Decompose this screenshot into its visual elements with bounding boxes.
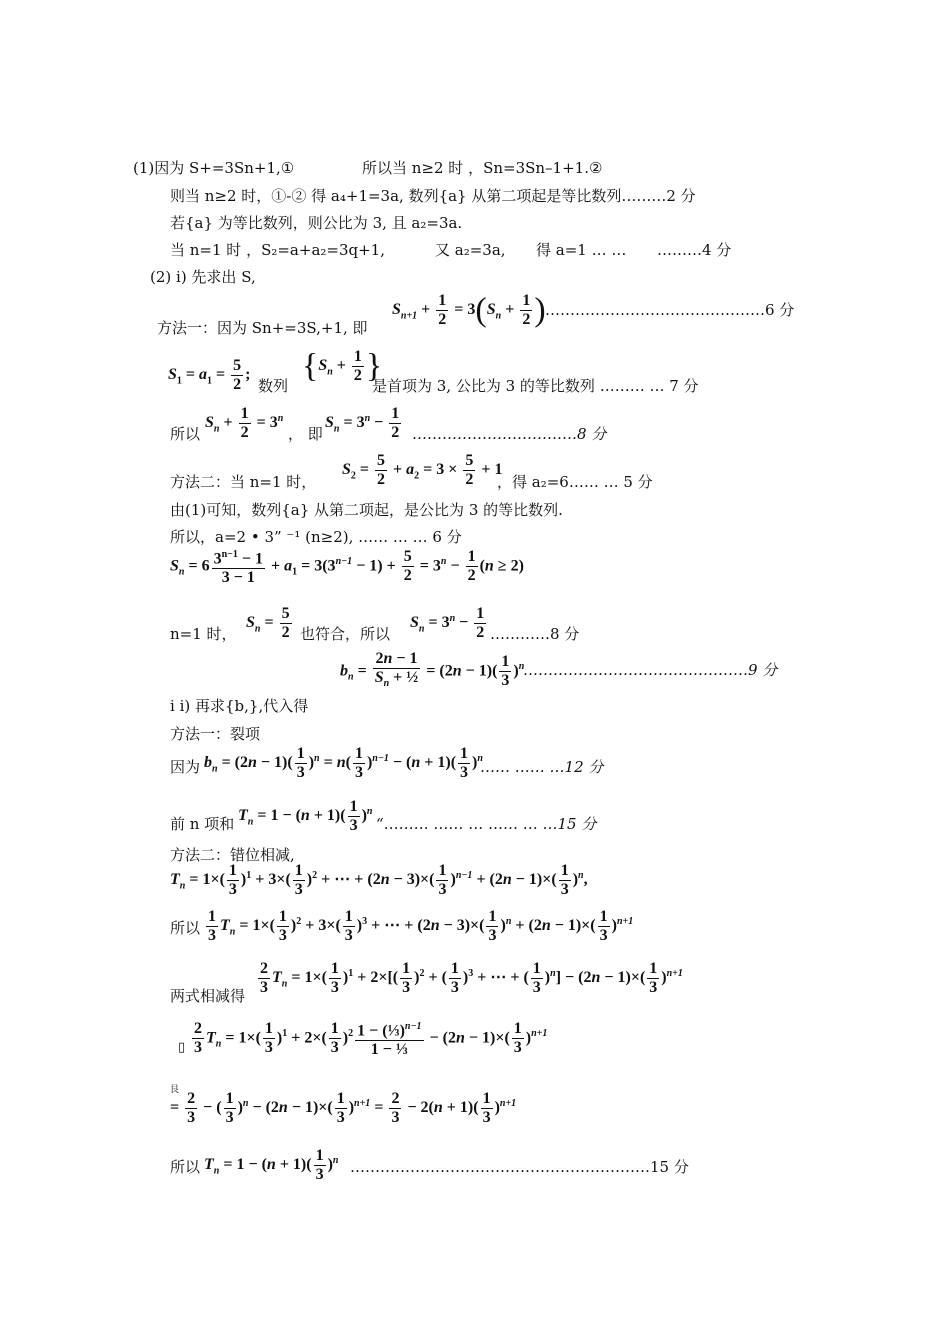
tiny-mark: 艮	[170, 1085, 180, 1095]
method2-text: 方法二：当 n=1 时，	[170, 473, 317, 491]
seq-label: 数列	[258, 377, 289, 395]
from-part1: 由(1)可知，数列{a} 从第二项起，是公比为 3 的等比数列.	[170, 501, 563, 519]
p1-line3: 若{a} 为等比数列，则公比为 3, 且 a₂=3a.	[170, 214, 463, 232]
formula-bn-split: $b_n = (2n - 1)$( $\frac{1}{3}$ )$^n$ = n( $\frac{1}{3}$ )$^{n-1}$ − (n + 1)( $\frac{1}{3}$ )$^n$	[204, 745, 483, 781]
p1-line2: 则当 n≥2 时，①-② 得 a₄+1=3a, 数列{a} 从第二项起是等比数列………2 分	[170, 187, 696, 205]
method2-tail: ，得 a₂=6…… … 5 分	[497, 473, 653, 491]
last-label: 所以	[170, 1158, 201, 1176]
score-9: ………………………………………9 分	[523, 661, 778, 679]
formula-seq-braces: {$S_n$ + $\frac{1}{2}$ }	[302, 347, 383, 385]
formula-difference: $\frac{2}{3}$ $T_n = 1\times$( $\frac{1}{3}$ )$^1$ + 2×[( $\frac{1}{3}$ )$^2$ + ( $\frac{1}{3}$ )$^3$ + ⋯ + ( $\frac{1}{3}$ )$^n$] − (2n − 1)×( $\frac{1}{3}$ )$^{n+1}$	[260, 960, 683, 996]
method-shift: 方法二：错位相减,	[170, 846, 295, 864]
formula-s1: $S_1 = a_1$ = $\frac{5}{2}$ ;	[168, 357, 251, 393]
suoyi2-label: 所以	[170, 919, 201, 937]
formula-sn: $S_n = 3^n$ − $\frac{1}{2}$	[325, 405, 400, 441]
formula-s2: $S_2$ = $\frac{5}{2}$ + $a_2 = 3$ × $\frac{5}{2}$ + 1	[342, 452, 503, 488]
formula-sn-5half: $S_n$ = $\frac{5}{2}$	[246, 605, 290, 641]
p2-heading: (2) i) 先求出 S,	[150, 268, 256, 286]
formula-recurrence: $S_{n+1}$ + $\frac{1}{2}$ = $3(S_n$ + $\frac{1}{2}$ )	[392, 291, 546, 329]
formula-tn-expand: $T_n = 1\times$( $\frac{1}{3}$ )$^1$ + 3×( $\frac{1}{3}$ )$^2$ + ⋯ + (2n − 3)×( $\frac{1}{3}$ )$^{n-1}$ + (2n − 1)×( $\frac{1}{3}$ )$^n$,	[170, 862, 588, 898]
method-split: 方法一：裂项	[170, 725, 261, 743]
formula-geom-sum: $\frac{2}{3}$ $T_n = 1\times$( $\frac{1}{3}$ )$^1$ + 2×( $\frac{1}{3}$ )$^2$ $\frac{1 - (\frac{1}{3})^{n-1}}{\text{1 − ⅓}}$ − (2n − 1)×( $\frac{1}{3}$ )$^{n+1}$	[190, 1018, 547, 1059]
formula-third-tn: $\frac{1}{3}$ $T_n = 1\times$( $\frac{1}{3}$ )$^2$ + 3×( $\frac{1}{3}$ )$^3$ + ⋯ + (2n − 3)×( $\frac{1}{3}$ )$^n$ + (2n − 1)×( $\frac{1}{3}$ )$^{n+1}$	[208, 908, 634, 944]
part-ii: i i) 再求{b,},代入得	[170, 697, 309, 715]
p1-line4b: 又 a₂=3a,	[435, 241, 506, 259]
p1-line4d: ………4 分	[657, 241, 732, 259]
formula-tn-final: $T_n = 1 - (n + 1)$( $\frac{1}{3}$ )$^n$	[204, 1147, 339, 1183]
n1-label: n=1 时，	[170, 625, 237, 643]
qian-label: 前 n 项和	[170, 815, 235, 833]
formula-simplify: = $\frac{2}{3}$ − ( $\frac{1}{3}$ )$^n$ − (2n − 1)×( $\frac{1}{3}$ )$^{n+1}$ = $\frac{2}{3}$ − 2(n + 1)( $\frac{1}{3}$ )$^{n+1}$	[170, 1090, 517, 1126]
score-6: ………………………………………6 分	[540, 301, 795, 319]
score-15b: ……………………………………………………15 分	[350, 1158, 689, 1176]
p1-line1a: (1)因为 S+=3Sn+1,①	[133, 159, 295, 177]
liang-label: 两式相减得	[170, 987, 246, 1005]
score-12: …… …… …12 分	[480, 758, 604, 776]
score-15a: “……… …… … …… … …15 分	[376, 815, 597, 833]
an-formula-text: 所以，a=2 • 3” ⁻¹ (n≥2), …… … … 6 分	[170, 528, 462, 546]
score-8b: …………8 分	[490, 625, 580, 643]
p1-line4c: 得 a=1 … …	[536, 241, 627, 259]
p1-line4a: 当 n=1 时 ，S₂=a+a₂=3q+1,	[170, 241, 385, 259]
formula-sn-sum: $S_n = 6$ $\frac{3^{n-1} - 1}{3 - 1}$ + $a_1 = 3(3^{n-1} - 1)$ + $\frac{5}{2}$ = $3^n$ − $\frac{1}{2}$ (n ≥ 2)	[170, 546, 524, 587]
geometric-desc: 是首项为 3, 公比为 3 的等比数列 ……… … 7 分	[372, 377, 699, 395]
formula-sn-final: $S_n = 3^n$ − $\frac{1}{2}$	[410, 605, 485, 641]
n1-mid: 也符合，所以	[300, 625, 391, 643]
glyph-box: ▯	[178, 1040, 186, 1055]
method1-text: 方法一：因为 Sn+=3S,+1, 即	[157, 319, 368, 337]
formula-sn-plus: $S_n$ + $\frac{1}{2}$ = $3^n$	[205, 405, 284, 441]
p1-line1b: 所以当 n≥2 时 ，Sn=3Sn–1+1.②	[362, 159, 603, 177]
suoyi-label: 所以	[170, 425, 201, 443]
ji-label: ， 即	[288, 425, 323, 443]
formula-bn: $b_n$ = $\frac{2n - 1}{S_n + \frac{1}{2}}$ = (2n − 1)( $\frac{1}{3}$ )$^n$	[340, 650, 525, 690]
yinwei-label: 因为	[170, 758, 201, 776]
formula-tn: $T_n = 1 - (n + 1)$( $\frac{1}{3}$ )$^n$	[238, 798, 373, 834]
score-8a: ……………………………8 分	[412, 425, 607, 443]
